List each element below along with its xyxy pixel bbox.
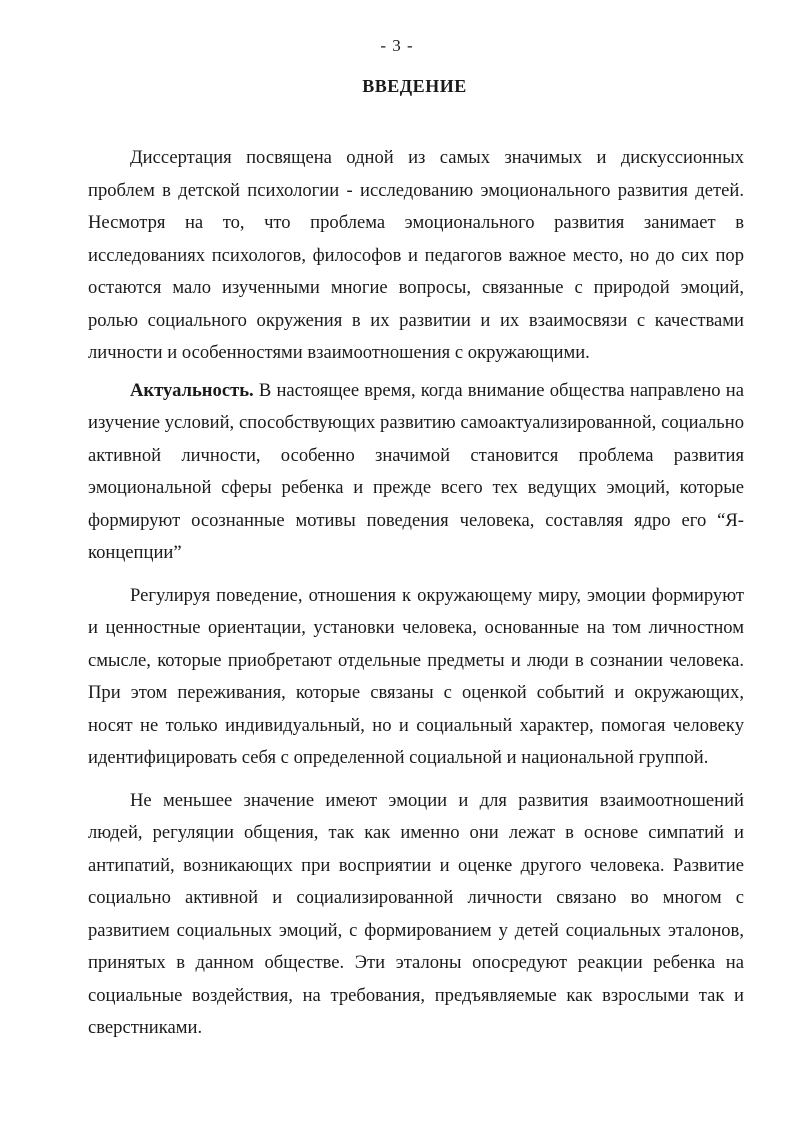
paragraph-text: В настоящее время, когда внимание общества направлено на изучение условий, способствующих развитию самоактуализированной, социально активной личности, особенно значимой становится проблема развития эмоциональной сферы ребенка и прежде всего тех ведущих эмоций, которые формируют осознанные мотивы поведения человека, составляя ядро его “Я- концепции” [88,379,744,563]
paragraph-relationships [88,785,744,1045]
paragraph-lead: Актуальность. [130,379,254,401]
section-heading: ВВЕДЕНИЕ [362,76,467,96]
paragraph-relevance [88,375,744,570]
paragraph-text: Регулируя поведение, отношения к окружающему миру, эмоции формируют и ценностные ориентации, установки человека, основанные на том личностном смысле, которые приобретают отдельные предметы и люди в сознании человека. При этом переживания, которые связаны с оценкой событий и окружающих, носят не только индивидуальный, но и социальный характер, помогая человеку идентифицировать себя с определенной социальной и национальной группой. [88,584,744,768]
body-text [88,142,744,1045]
paragraph-regulation [88,580,744,775]
paragraph-intro [88,142,744,370]
paragraph-text: Диссертация посвящена одной из самых значимых и дискуссионных проблем в детской психологии - исследованию эмоционального развития детей. Несмотря на то, что проблема эмоционального развития занимает в исследованиях психологов, философов и педагогов важное место, но до сих пор остаются мало изученными многие вопросы, связанные с природой эмоций, ролью социального окружения в их развитии и их взаимосвязи с качествами личности и особенностями взаимоотношения с окружающими. [88,147,744,363]
page-number: - 3 - [380,36,414,55]
paragraph-text: Не меньшее значение имеют эмоции и для развития взаимоотношений людей, регуляции общения, так как именно они лежат в основе симпатий и антипатий, возникающих при восприятии и оценке другого человека. Развитие социально активной и социализированной личности связано во многом с развитием социальных эмоций, с формированием у детей социальных эталонов, принятых в данном обществе. Эти эталоны опосредуют реакции ребенка на социальные воздействия, на требования, предъявляемые как взрослыми так и сверстниками. [88,789,744,1038]
